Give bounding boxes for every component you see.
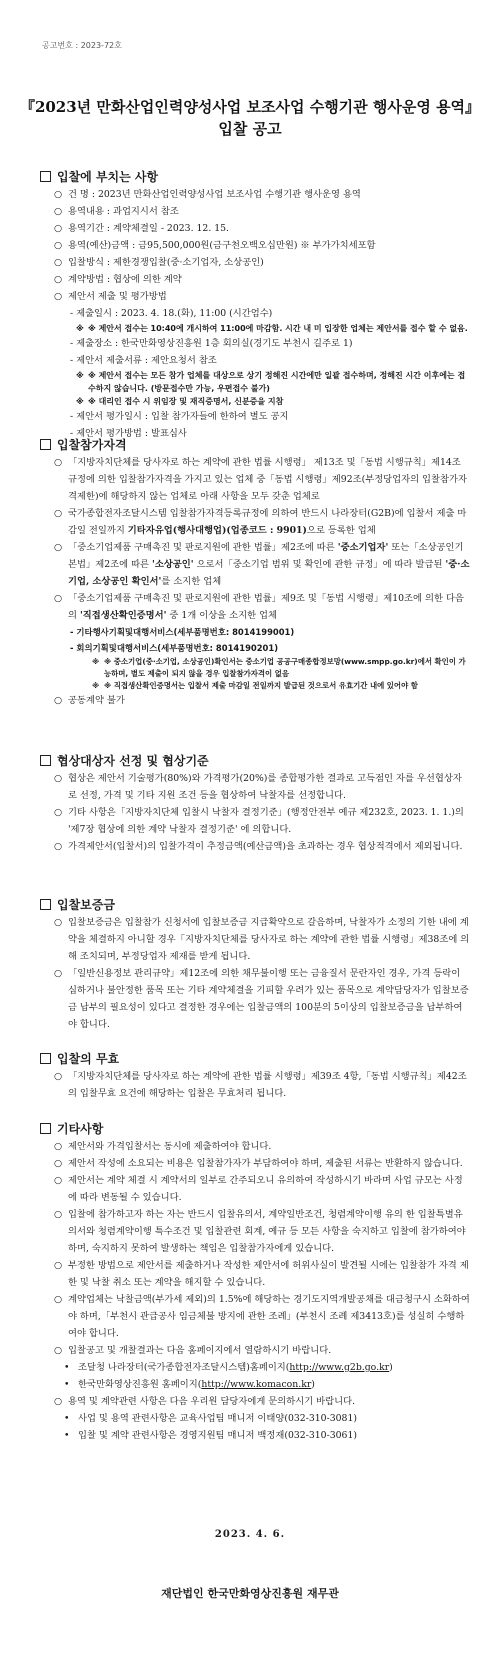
checkbox-square-icon — [40, 171, 51, 182]
list-item: • 조달청 나라장터(국가종합전자조달시스템)홈페이지(http://www.g2b.go.kr) — [52, 1359, 470, 1376]
list-item: ○ 부정한 방법으로 제안서를 제출하거나 작성한 제안서에 허위사실이 발견될 시에는 입찰참가 자격 제한 및 낙찰 취소 또는 계약을 해지할 수 있습니다. — [52, 1257, 470, 1291]
circle-bullet-icon: ○ — [54, 240, 63, 251]
checkbox-square-icon — [40, 899, 51, 910]
note-icon: ※ — [92, 681, 100, 690]
list-item: ○ 가격제안서(입찰서)의 입찰가격이 추정금액(예산금액)을 초과하는 경우 협상적격에서 제외됩니다. — [52, 838, 470, 855]
list-item: ○ 용역기간 : 계약체결일 - 2023. 12. 15. — [52, 220, 470, 237]
section-heading-deposit: 입찰보증금 — [40, 896, 115, 913]
section-other — [52, 1138, 470, 1444]
circle-bullet-icon: ○ — [54, 1158, 63, 1169]
circle-bullet-icon: ○ — [54, 274, 63, 285]
list-item: ○ 제안서는 계약 체결 시 계약서의 일부로 간주되오니 유의하여 작성하시기 바라며 사업 규모는 사정에 따라 변동될 수 있습니다. — [52, 1172, 470, 1206]
circle-bullet-icon: ○ — [54, 1260, 63, 1271]
circle-bullet-icon: ○ — [54, 206, 63, 217]
list-item: ○ 제안서 제출 및 평가방법 — [52, 288, 470, 305]
list-item: ○ 용역 및 계약관련 사항은 다음 우리원 담당자에게 문의하시기 바랍니다. — [52, 1393, 470, 1410]
sub-item-evaluation-method: - 제안서 평가방법 : 발표심사 — [70, 428, 187, 439]
list-item: ○ 공동계약 불가 — [52, 692, 470, 709]
list-item: ○ 협상은 제안서 기술평가(80%)와 가격평가(20%)를 종합평가한 결과로 고득점인 자를 우선협상자로 선정, 가격 및 기타 지원 조건 등을 협상하여 낙찰자를 선정합니다. — [52, 770, 470, 804]
list-item: • 한국만화영상진흥원 홈페이지(http://www.komacon.kr) — [52, 1376, 470, 1393]
list-item: ○ 「지방자치단체를 당사자로 하는 계약에 관한 법률 시행령」 제13조 및「동법 시행규칙」제14조 규정에 의한 입찰참가자격을 가지고 있는 업체 중「동법 시행령」제92조(부정당업자의 입찰참가자격제한)에 해당하지 않는 업체로 아래 사항을 모두 갖춘 업체로 — [52, 454, 470, 505]
checkbox-square-icon — [40, 439, 51, 450]
note-icon: ※ — [76, 397, 84, 406]
section-bidding-items — [52, 186, 470, 442]
circle-bullet-icon: ○ — [54, 1141, 63, 1152]
circle-bullet-icon: ○ — [54, 1345, 63, 1356]
circle-bullet-icon: ○ — [54, 968, 63, 979]
section-qualification — [52, 454, 470, 709]
circle-bullet-icon: ○ — [54, 593, 63, 604]
list-item: ○ 「중소기업제품 구매촉진 및 판로지원에 관한 법률」제2조에 따른 '중소기업자' 또는「소상공인기본법」제2조에 따른 '소상공인' 으로서「중소기업 범위 및 확인에 관한 규정」에 따라 발급된 '중·소기업, 소상공인 확인서'를 소지한 업체 — [52, 539, 470, 590]
circle-bullet-icon: ○ — [54, 773, 63, 784]
list-item: ○ 국가종합전자조달시스템 입찰참가자격등록규정에 의하여 반드시 나라장터(G2B)에 입찰서 제출 마감일 전일까지 기타자유업(행사대행업)(업종코드 : 9901)으로 등록한 업체 — [52, 505, 470, 539]
circle-bullet-icon: ○ — [54, 223, 63, 234]
circle-bullet-icon: ○ — [54, 1175, 63, 1186]
circle-bullet-icon: ○ — [54, 291, 63, 302]
section-deposit — [52, 914, 470, 1033]
note-icon: ※ — [76, 371, 84, 380]
section-invalid — [52, 1068, 470, 1102]
list-item: ○ 계약방법 : 협상에 의한 계약 — [52, 271, 470, 288]
sub-item-documents: - 제안서 제출서류 : 제안요청서 참조 — [70, 355, 217, 366]
list-item: ○ 「중소기업제품 구매촉진 및 판로지원에 관한 법률」제9조 및「동법 시행령」제10조에 의한 다음의 '직접생산확인증명서' 중 1개 이상을 소지한 업체 — [52, 590, 470, 624]
circle-bullet-icon: ○ — [54, 917, 63, 928]
circle-bullet-icon: ○ — [54, 1396, 63, 1407]
list-item: ○ 입찰보증금은 입찰참가 신청서에 입찰보증금 지급확약으로 갈음하며, 낙찰자가 소정의 기한 내에 계약을 체결하지 아니할 경우「지방자치단체를 당사자로 하는 계약에 관한 법률 시행령」제38조에 의해 조치되며, 부정당업자 제재를 받게 됩니다. — [52, 914, 470, 965]
circle-bullet-icon: ○ — [54, 1071, 63, 1082]
list-item: ○ 건 명 : 2023년 만화산업인력양성사업 보조사업 수행기관 행사운영 용역 — [52, 186, 470, 203]
list-item: • 사업 및 용역 관련사항은 교육사업팀 매니저 이태양(032-310-3081) — [52, 1410, 470, 1427]
list-item: ○ 제안서 작성에 소요되는 비용은 입찰참가자가 부담하여야 하며, 제출된 서류는 반환하지 않습니다. — [52, 1155, 470, 1172]
circle-bullet-icon: ○ — [54, 542, 63, 553]
circle-bullet-icon: ○ — [54, 807, 63, 818]
section-heading-other: 기타사항 — [40, 1120, 103, 1137]
circle-bullet-icon: ○ — [54, 1209, 63, 1220]
list-item: ○ 용역내용 : 과업지시서 참조 — [52, 203, 470, 220]
list-item: ○ 「일반신용정보 관리규약」제12조에 의한 채무불이행 또는 금융질서 문란자인 경우, 가격 등락이 심하거나 불안정한 품목 또는 기타 계약체결을 기피할 우려가 있는 품목으로 계약담당자가 입찰보증금 납부의 필요성이 있다고 결정한 경우에는 입찰금액의 100분의 5이상의 입찰보증금을 납부하여야 합니다. — [52, 965, 470, 1033]
list-item: ○ 입찰방식 : 제한경쟁입찰(중·소기업자, 소상공인) — [52, 254, 470, 271]
dot-bullet-icon: • — [64, 1379, 70, 1390]
circle-bullet-icon: ○ — [54, 189, 63, 200]
sub-item-submission-date: - 제출일시 : 2023. 4. 18.(화), 11:00 (시간엄수) — [70, 308, 273, 319]
circle-bullet-icon: ○ — [54, 457, 63, 468]
announcement-number: 공고번호 : 2023-72호 — [42, 41, 122, 50]
sub-item-evaluation-date: - 제안서 평가일시 : 입찰 참가자들에 한하여 별도 공지 — [70, 411, 289, 422]
list-item: ○ 입찰공고 및 개찰결과는 다음 홈페이지에서 열람하시기 바랍니다. — [52, 1342, 470, 1359]
note-proxy: ※ ※ 대리인 접수 시 위임장 및 재직증명서, 신분증을 지참 — [76, 397, 284, 406]
list-item: ○ 제안서와 가격입찰서는 동시에 제출하여야 합니다. — [52, 1138, 470, 1155]
g2b-link[interactable]: http://www.g2b.go.kr — [289, 1362, 390, 1373]
checkbox-square-icon — [40, 755, 51, 766]
note-submission-time: ※ ※ 제안서 접수는 10:40에 개시하여 11:00에 마감함. 시간 내 미 입장한 업체는 제안서를 접수 할 수 없음. — [76, 324, 468, 333]
product-code-event: - 기타행사기획및대행서비스(세부품명번호: 8014199001) — [70, 627, 295, 637]
list-item: ○ 용역(예산)금액 : 금95,500,000원(금구천오백오십만원) ※ 부가가치세포함 — [52, 237, 470, 254]
section-heading-bidding-items: 입찰에 부치는 사항 — [40, 168, 158, 185]
section-heading-qualification: 입찰참가자격 — [40, 436, 127, 453]
note-icon: ※ — [76, 324, 84, 333]
announcement-date: 2023. 4. 6. — [214, 1529, 286, 1540]
note-direct-production: ※ ※ 직접생산확인증명서는 입찰서 제출 마감일 전일까지 발급된 것으로서 유효기간 내에 있어야 함 — [92, 681, 418, 690]
circle-bullet-icon: ○ — [54, 257, 63, 268]
section-heading-negotiation: 협상대상자 선정 및 협상기준 — [40, 752, 209, 769]
list-item: ○ 계약업체는 낙찰금액(부가세 제외)의 1.5%에 해당하는 경기도지역개발공채를 대금청구시 소화하여야 하며,「부천시 관급공사 임금체불 방지에 관한 조례」(부천시 조례 제3413호)를 성실히 수행하여야 합니다. — [52, 1291, 470, 1342]
sub-item-submission-place: - 제출장소 : 한국만화영상진흥원 1층 회의실(경기도 부천시 길주로 1) — [70, 338, 353, 349]
product-code-meeting: - 회의기획및대행서비스(세부품명번호: 8014190201) — [70, 643, 279, 653]
list-item: ○ 기타 사항은「지방자치단체 입찰시 낙찰자 결정기준」(행정안전부 예규 제232호, 2023. 1. 1.)의 '제7장 협상에 의한 계약 낙찰자 결정기준' 에 의합니다. — [52, 804, 470, 838]
list-item: • 입찰 및 계약 관련사항은 경영지원팀 매니저 백정재(032-310-3061) — [52, 1427, 470, 1444]
note-collective-receipt: ※ ※ 제안서 접수는 모든 참가 업체를 대상으로 상기 정해진 시간에만 일괄 접수하며, 정해진 시간 이후에는 접수하지 않습니다. (방문접수만 가능, 우편접수 불가) — [76, 371, 466, 393]
circle-bullet-icon: ○ — [54, 1294, 63, 1305]
komacon-link[interactable]: http://www.komacon.kr — [201, 1379, 312, 1390]
circle-bullet-icon: ○ — [54, 508, 63, 519]
note-sme-confirmation: ※ ※ 중소기업(중·소기업, 소상공인)확인서는 중소기업 공공구매종합정보망(www.smpp.go.kr)에서 확인이 가능하며, 별도 제출이 되지 않을 경우 입찰참가자격이 없음 — [92, 657, 466, 678]
note-icon: ※ — [92, 657, 100, 666]
circle-bullet-icon: ○ — [54, 841, 63, 852]
section-heading-invalid: 입찰의 무효 — [40, 1050, 119, 1067]
page-subtitle: 입찰 공고 — [218, 120, 282, 138]
dot-bullet-icon: • — [64, 1430, 70, 1441]
dot-bullet-icon: • — [64, 1413, 70, 1424]
checkbox-square-icon — [40, 1053, 51, 1064]
list-item: ○ 「지방자치단체를 당사자로 하는 계약에 관한 법률 시행령」제39조 4항,「동법 시행규칙」제42조의 입찰무효 요건에 해당하는 입찰은 무효처리 됩니다. — [52, 1068, 470, 1102]
checkbox-square-icon — [40, 1123, 51, 1134]
list-item: ○ 입찰에 참가하고자 하는 자는 반드시 입찰유의서, 계약일반조건, 청렴계약이행 유의 한 입찰특별유의서와 청렴계약이행 특수조건 및 입찰관련 회계, 예규 등 모든 사항을 숙지하고 입찰에 참가하여야 하며, 숙지하지 못하여 발생하는 책임은 입찰참가자에게 있습니다. — [52, 1206, 470, 1257]
circle-bullet-icon: ○ — [54, 695, 63, 706]
issuing-organization: 재단법인 한국만화영상진흥원 재무관 — [161, 1587, 339, 1600]
section-negotiation — [52, 770, 470, 855]
dot-bullet-icon: • — [64, 1362, 70, 1373]
page-title: 『2023년 만화산업인력양성사업 보조사업 수행기관 행사운영 용역』 — [19, 98, 481, 116]
